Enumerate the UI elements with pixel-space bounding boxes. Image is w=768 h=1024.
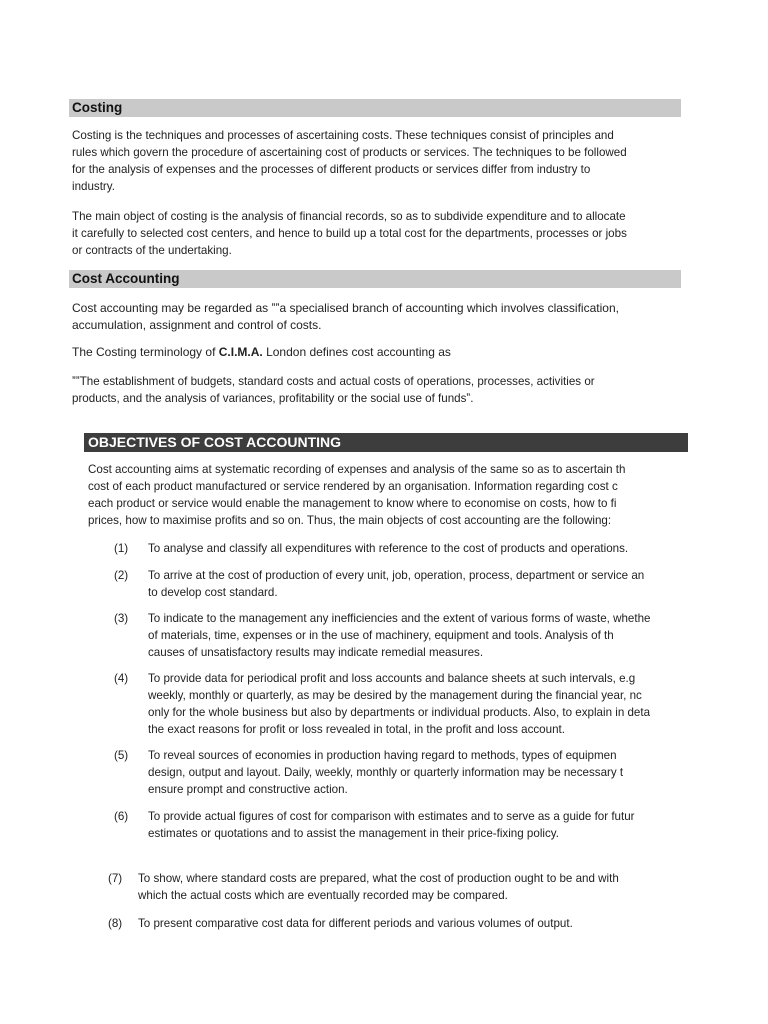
text-line: ensure prompt and constructive action. bbox=[148, 783, 348, 796]
text-line: ˮˮThe establishment of budgets, standard costs and actual costs of operations, processes, activities or bbox=[72, 375, 595, 388]
item-text bbox=[138, 870, 619, 904]
cost-accounting-paragraph-2 bbox=[72, 344, 680, 361]
text-line: or contracts of the undertaking. bbox=[72, 244, 232, 257]
text-line: To reveal sources of economies in production having regard to methods, types of equipmen bbox=[148, 749, 617, 762]
text-line: weekly, monthly or quarterly, as may be desired by the management during the financial year, nc bbox=[148, 689, 642, 702]
item-number: (5) bbox=[114, 749, 129, 762]
cost-accounting-quote bbox=[72, 373, 680, 407]
item-number: (2) bbox=[114, 569, 129, 582]
text-line: prices, how to maximise profits and so on. Thus, the main objects of cost accounting are the following: bbox=[88, 514, 612, 527]
text-line: To provide actual figures of cost for comparison with estimates and to serve as a guide for futur bbox=[148, 810, 635, 823]
text-line: To present comparative cost data for different periods and various volumes of output. bbox=[138, 917, 573, 930]
text-line: To arrive at the cost of production of every unit, job, operation, process, department or service an bbox=[148, 569, 645, 582]
cost-accounting-paragraph-1 bbox=[72, 300, 680, 334]
text-line: products, and the analysis of variances, profitability or the social use of fundsˮ. bbox=[72, 392, 474, 405]
item-text bbox=[148, 747, 623, 798]
cost-accounting-heading: Cost Accounting bbox=[69, 270, 681, 288]
text-line: Cost accounting may be regarded as ˮˮa specialised branch of accounting which involves classification, bbox=[72, 301, 619, 315]
text-line: To analyse and classify all expenditures with reference to the cost of products and operations. bbox=[148, 542, 629, 555]
text-span: London defines cost accounting as bbox=[262, 345, 451, 359]
text-line: cost of each product manufactured or service rendered by an organisation. Information regarding cost c bbox=[88, 480, 618, 493]
text-line: estimates or quotations and to assist the management in their price-fixing policy. bbox=[148, 827, 559, 840]
item-number: (4) bbox=[114, 672, 129, 685]
text-line: Cost accounting aims at systematic recording of expenses and analysis of the same so as to ascertain th bbox=[88, 463, 626, 476]
text-span: The Costing terminology of bbox=[72, 345, 219, 359]
cima-bold: C.I.M.A. bbox=[218, 345, 263, 359]
item-text bbox=[148, 567, 644, 601]
costing-paragraph-1 bbox=[72, 127, 680, 195]
costing-heading: Costing bbox=[69, 99, 681, 117]
text-line: only for the whole business but also by departments or individual products. Also, to explain in deta bbox=[148, 706, 651, 719]
text-line: design, output and layout. Daily, weekly, monthly or quarterly information may be necessary t bbox=[148, 766, 624, 779]
item-number: (8) bbox=[108, 917, 123, 930]
item-text bbox=[138, 915, 573, 931]
text-line: To indicate to the management any inefficiencies and the extent of various forms of waste, whethe bbox=[148, 612, 651, 625]
objectives-intro bbox=[88, 461, 625, 529]
costing-paragraph-2 bbox=[72, 208, 680, 259]
text-line: industry. bbox=[72, 180, 115, 193]
item-number: (3) bbox=[114, 612, 129, 625]
item-number: (1) bbox=[114, 542, 129, 555]
text-line: of materials, time, expenses or in the use of machinery, equipment and tools. Analysis of th bbox=[148, 629, 614, 642]
text-line: causes of unsatisfactory results may indicate remedial measures. bbox=[148, 646, 484, 659]
item-text bbox=[148, 610, 650, 661]
objectives-heading: OBJECTIVES OF COST ACCOUNTING bbox=[84, 433, 688, 452]
item-text bbox=[148, 808, 635, 842]
item-number: (7) bbox=[108, 872, 123, 885]
item-text bbox=[148, 670, 650, 738]
text-line: To provide data for periodical profit and loss accounts and balance sheets at such intervals, e.g bbox=[148, 672, 636, 685]
text-line: to develop cost standard. bbox=[148, 586, 278, 599]
text-line: The main object of costing is the analysis of financial records, so as to subdivide expenditure and to allocate bbox=[72, 210, 626, 223]
text-line: accumulation, assignment and control of costs. bbox=[72, 318, 322, 332]
text-line: Costing is the techniques and processes of ascertaining costs. These techniques consist of principles and bbox=[72, 129, 614, 142]
text-line: the exact reasons for profit or loss revealed in total, in the profit and loss account. bbox=[148, 723, 565, 736]
text-line: rules which govern the procedure of ascertaining cost of products or services. The techniques to be followed bbox=[72, 146, 627, 159]
item-number: (6) bbox=[114, 810, 129, 823]
text-line: each product or service would enable the management to know where to economise on costs, how to fi bbox=[88, 497, 617, 510]
text-line: it carefully to selected cost centers, and hence to build up a total cost for the departments, processes or jobs bbox=[72, 227, 627, 240]
text-line: which the actual costs which are eventually recorded may be compared. bbox=[138, 889, 508, 902]
item-text bbox=[148, 540, 628, 557]
text-line: To show, where standard costs are prepared, what the cost of production ought to be and with bbox=[138, 872, 619, 885]
objectives-section bbox=[88, 461, 688, 931]
text-line: for the analysis of expenses and the processes of different products or services differ from industry to bbox=[72, 163, 591, 176]
